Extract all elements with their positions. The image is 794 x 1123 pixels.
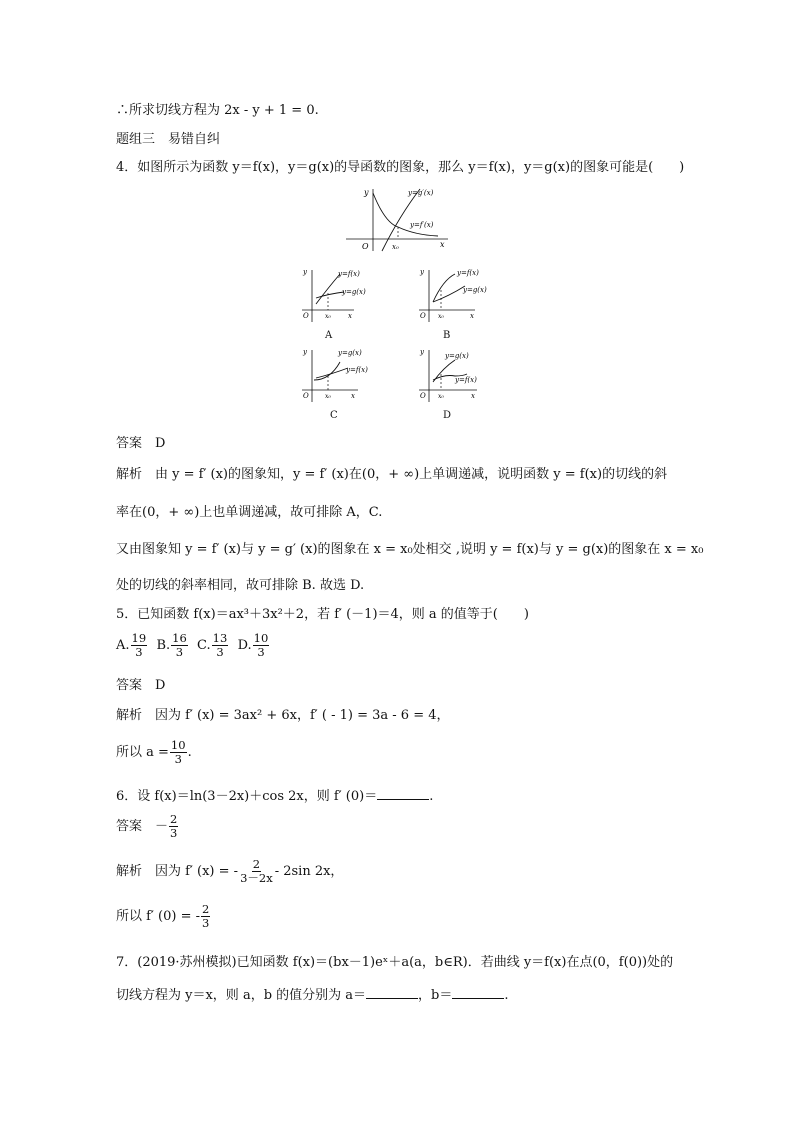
- x-axis-label: x: [440, 240, 445, 249]
- answer-4: 答案 D: [116, 436, 166, 451]
- answer-6: 答案 － $\frac{2}{3}$: [116, 812, 178, 840]
- svg-text:O: O: [303, 392, 309, 400]
- explanation-6-line-1: 解析 因为 f′ (x) = - $\frac{2}{3-2x}$ - 2sin 2x，: [116, 857, 344, 885]
- option-d: D. $\frac{10}{3}$: [237, 631, 269, 659]
- derivative-graph: [340, 185, 455, 255]
- explanation-4-line-3: 又由图象知 y = f′ (x)与 y = g′ (x)的图象在 x = x₀处相交 ,说明 y = f(x)与 y = g(x)的图象在 x = x₀: [116, 542, 704, 557]
- graph-c-caption: C: [330, 410, 338, 421]
- question-7-line-2: 切线方程为 y＝x，则 a，b 的值分别为 a＝ ，b＝ .: [116, 988, 509, 1003]
- answer-blank-6[interactable]: [377, 787, 429, 800]
- svg-text:x₀: x₀: [325, 393, 331, 400]
- x0-label: x₀: [392, 243, 399, 251]
- option-a: A. $\frac{19}{3}$: [116, 631, 147, 659]
- curve-f-prime-label: y=f′(x): [410, 221, 434, 229]
- option-c: C. $\frac{13}{3}$: [197, 631, 228, 659]
- conclusion-line: ∴所求切线方程为 2x - y + 1 = 0.: [116, 103, 319, 118]
- graph-b-caption: B: [443, 330, 451, 341]
- graph-d: [415, 346, 500, 404]
- svg-text:O: O: [303, 312, 309, 320]
- answer-5: 答案 D: [116, 678, 166, 693]
- svg-text:O: O: [420, 392, 426, 400]
- svg-text:x₀: x₀: [438, 313, 444, 320]
- curve-g-prime-label: y=g′(x): [408, 189, 434, 197]
- svg-text:O: O: [420, 312, 426, 320]
- svg-text:x₀: x₀: [325, 313, 331, 320]
- svg-text:y: y: [420, 268, 424, 276]
- svg-text:y: y: [303, 348, 307, 356]
- svg-text:y: y: [420, 348, 424, 356]
- question-6: 6．设 f(x)＝ln(3－2x)＋cos 2x，则 f′ (0)＝ .: [116, 789, 434, 804]
- explanation-4-line-1: 解析 由 y = f′ (x)的图象知，y = f′ (x)在(0，+ ∞)上单调递减，说明函数 y = f(x)的切线的斜: [116, 467, 668, 482]
- explanation-5-line-1: 解析 因为 f′ (x) = 3ax² + 6x，f′ ( - 1) = 3a - 6 = 4，: [116, 708, 450, 723]
- question-4: 4．如图所示为函数 y＝f(x)，y＝g(x)的导函数的图象，那么 y＝f(x)，y＝g(x)的图象可能是( ): [116, 160, 685, 175]
- graph-a: [298, 266, 378, 324]
- explanation-6-line-2: 所以 f′ (0) = - $\frac{2}{3}$: [116, 902, 210, 930]
- svg-text:x: x: [351, 392, 355, 400]
- explanation-5-line-2: 所以 a = $\frac{10}{3}$ .: [116, 738, 192, 766]
- graph-d-label-g: y=g(x): [445, 352, 469, 360]
- graph-a-caption: A: [325, 330, 333, 341]
- graph-c: [298, 346, 378, 404]
- svg-text:x: x: [470, 312, 474, 320]
- graph-d-caption: D: [443, 410, 452, 421]
- graph-b-label-f: y=f(x): [457, 269, 479, 277]
- graph-c-label-g: y=g(x): [338, 349, 362, 357]
- options-5: [116, 632, 270, 660]
- graph-d-label-f: y=f(x): [455, 376, 477, 384]
- question-7-line-1: 7．(2019·苏州模拟)已知函数 f(x)＝(bx－1)eˣ＋a(a，b∈R)．若曲线 y＝f(x)在点(0，f(0))处的: [116, 955, 674, 970]
- graph-b: [415, 266, 500, 324]
- answer-blank-b[interactable]: [452, 986, 504, 999]
- answer-blank-a[interactable]: [366, 986, 418, 999]
- origin-label: O: [362, 242, 369, 251]
- graph-c-label-f: y=f(x): [346, 366, 368, 374]
- graph-a-label-g: y=g(x): [342, 288, 366, 296]
- question-5: 5．已知函数 f(x)＝ax³＋3x²＋2，若 f′ (－1)＝4，则 a 的值等于( ): [116, 607, 529, 622]
- option-b: B. $\frac{16}{3}$: [156, 631, 187, 659]
- graph-b-label-g: y=g(x): [463, 286, 487, 294]
- explanation-4-line-2: 率在(0，+ ∞)上也单调递减，故可排除 A，C.: [116, 505, 383, 520]
- y-axis-label: y: [364, 188, 369, 197]
- svg-text:y: y: [303, 268, 307, 276]
- explanation-4-line-4: 处的切线的斜率相同，故可排除 B. 故选 D.: [116, 578, 365, 593]
- svg-text:x₀: x₀: [438, 393, 444, 400]
- svg-text:x: x: [471, 392, 475, 400]
- svg-text:x: x: [348, 312, 352, 320]
- section-heading: 题组三 易错自纠: [116, 132, 221, 147]
- graph-a-label-f: y=f(x): [338, 270, 360, 278]
